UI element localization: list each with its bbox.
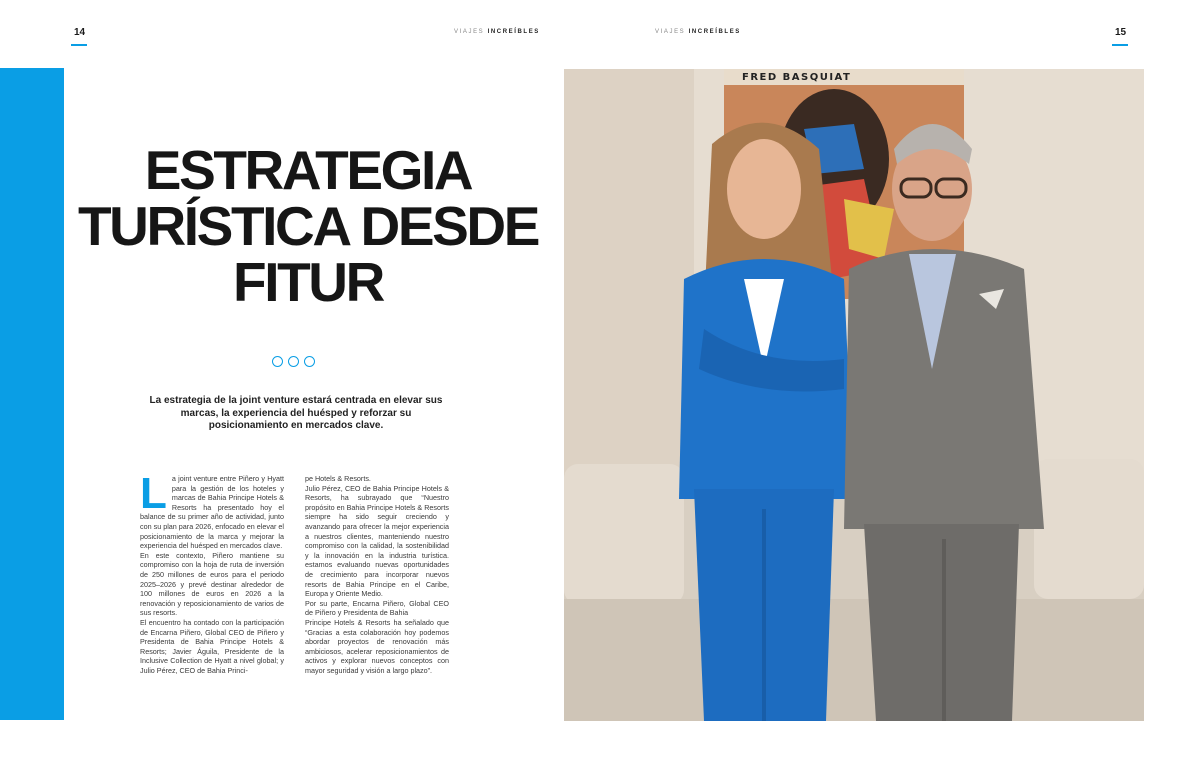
body-paragraph: pe Hotels & Resorts. — [305, 474, 371, 483]
title-line: ESTRATEGIA — [144, 139, 472, 201]
circle-icon — [288, 356, 299, 367]
running-head-bold: INCREÍBLES — [487, 29, 540, 35]
body-paragraph: Principe Hotels & Resorts ha señalado que “Gracias a esta colaboración hoy podemos abordar proyectos de renovación más ambiciosos, acelerar reposicionamientos de activos y explorar nuevos conceptos con mayor seguridad y visión a largo plazo”. — [305, 617, 449, 675]
article-title — [70, 139, 546, 313]
circle-icon — [272, 356, 283, 367]
body-paragraph: Julio Pérez, CEO de Bahia Principe Hotels & Resorts, ha subrayado que “Nuestro propósito en Bahia Principe Hotels & Resorts siempre ha sido seguir creciendo y avanzando para ofrecer la mejor experiencia a nuestros clientes, manteniendo nuestro compromiso con la calidad, la sostenibilidad y la innovación en la industria turística. estamos evaluando nuevas oportunidades de crecimiento para incorporar nuevos resorts de Bahia Principe en el Caribe, Europa y Oriente Medio. — [305, 483, 449, 599]
blue-accent-bar — [0, 68, 64, 720]
title-line: TURÍSTICA DESDE — [77, 195, 539, 257]
decorative-dots — [272, 356, 315, 367]
left-page-number: 14 — [74, 27, 86, 38]
body-column-2 — [305, 474, 449, 675]
right-page-number: 15 — [1115, 27, 1127, 38]
article-lede: La estrategia de la joint venture estará centrada en elevar sus marcas, la experiencia del huésped y reforzar su posicionamiento en mercados clave. — [149, 395, 443, 431]
circle-icon — [304, 356, 315, 367]
painting-caption: FRED BASQUIAT — [742, 72, 852, 83]
body-paragraph: En este contexto, Piñero mantiene su compromiso con la hoja de ruta de inversión de 250 millones de euros para el periodo 2025–2026 y prevé destinar alrededor de 100 millones de euros en 2026 a la renovación y reposicionamiento de varios de sus resorts. — [140, 550, 284, 618]
running-head-left — [454, 29, 540, 35]
drop-cap: L — [140, 469, 167, 518]
running-head-prefix: VIAJES — [454, 29, 485, 35]
running-head-right — [655, 29, 741, 35]
article-photo — [564, 69, 1144, 721]
running-head-bold: INCREÍBLES — [688, 29, 741, 35]
body-column-1 — [140, 469, 284, 675]
title-line: FITUR — [233, 251, 383, 313]
running-head-prefix: VIAJES — [655, 29, 686, 35]
body-paragraph: La joint venture entre Piñero y Hyatt para la gestión de los hoteles y marcas de Bahia Principe Hotels & Resorts ha presentado hoy el balance de su primer año de actividad, junto con su plan para 2026, enfocado en elevar el posicionamiento de la marca y mejorar la experiencia del huésped en mercados clave. — [140, 469, 284, 551]
body-paragraph: Por su parte, Encarna Piñero, Global CEO de Piñero y Presidenta de Bahia — [305, 598, 449, 618]
body-paragraph: El encuentro ha contado con la participación de Encarna Piñero, Global CEO de Piñero y Presidenta de Bahia Principe Hotels & Resorts; Javier Águila, Presidente de la Inclusive Collection de Hyatt a nivel global; y Julio Pérez, CEO de Bahia Princi- — [140, 617, 284, 675]
